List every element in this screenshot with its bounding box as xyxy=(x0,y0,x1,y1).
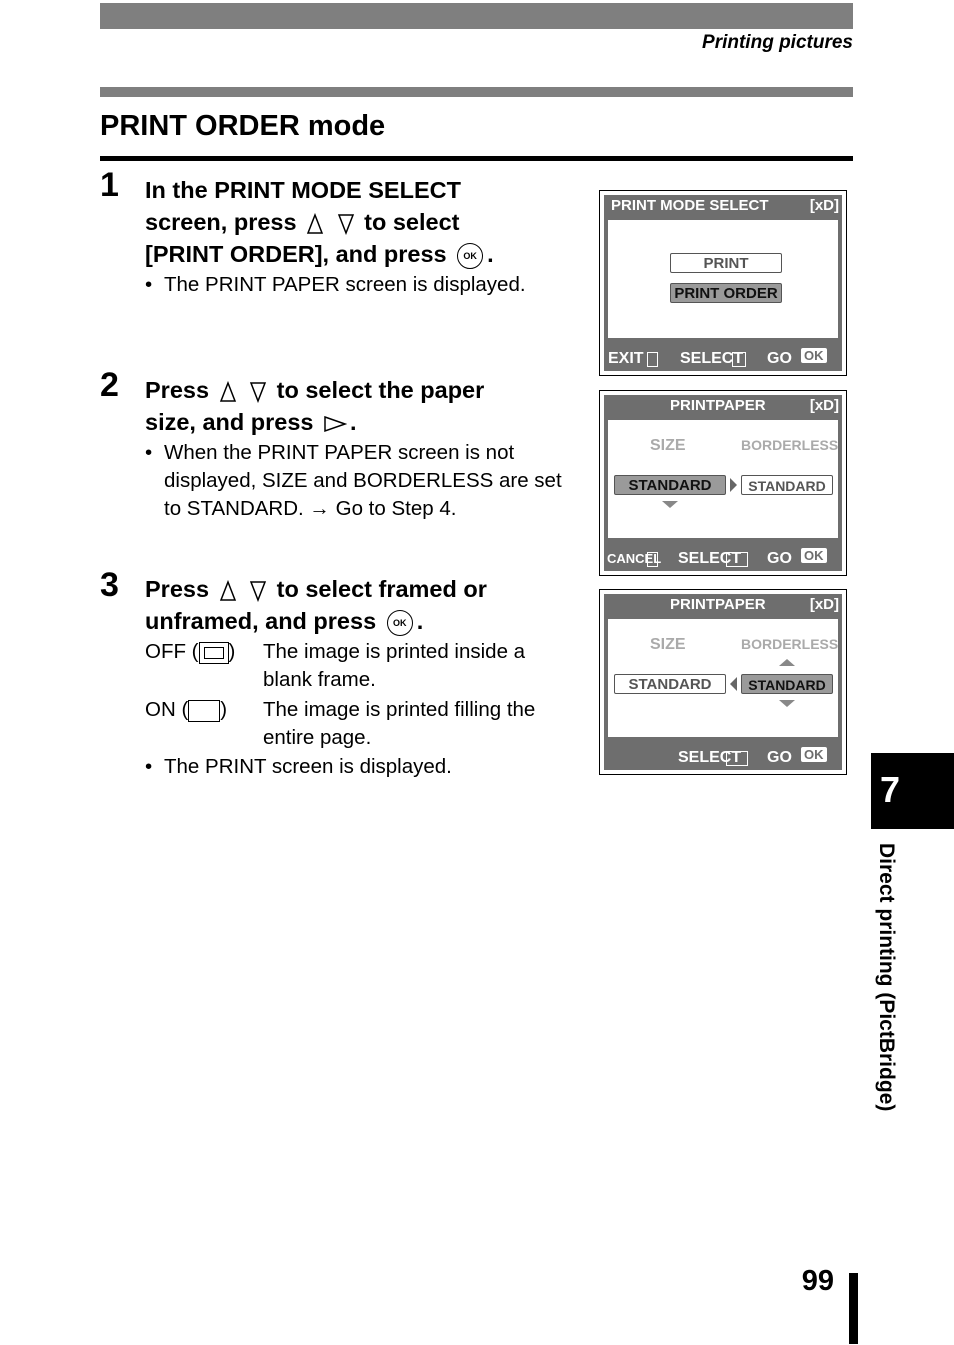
step-2-heading xyxy=(145,374,484,438)
step-2-number: 2 xyxy=(100,366,119,404)
go-label: GO xyxy=(767,350,792,367)
up-indicator-icon xyxy=(779,659,795,666)
step-1-heading-text: [PRINT ORDER], and press xyxy=(145,241,447,267)
borderless-label: BORDERLESS xyxy=(741,636,839,652)
step-1-heading-text: to select xyxy=(364,209,460,235)
size-value: STANDARD xyxy=(614,475,726,495)
cancel-label: CANCEL xyxy=(607,551,662,566)
lcd-title: PRINTPAPER xyxy=(670,596,766,613)
go-label: GO xyxy=(767,749,792,766)
up-arrow-icon xyxy=(219,381,237,403)
option-on xyxy=(145,696,570,752)
select-label: SELECT xyxy=(678,749,742,766)
updown-key-icon xyxy=(732,352,746,367)
lcd-print-mode-select xyxy=(599,190,847,376)
lcd-title: PRINTPAPER xyxy=(670,397,766,414)
borderless-value: STANDARD xyxy=(741,475,833,495)
step-2-bullet: When the PRINT PAPER screen is not displayed, SIZE and BORDERLESS are set to STANDARD. → Go to Step 4. xyxy=(164,441,562,520)
down-arrow-icon xyxy=(337,213,355,235)
up-arrow-icon xyxy=(306,213,324,235)
down-arrow-icon xyxy=(249,580,267,602)
step-1-heading-line: In the PRINT MODE SELECT xyxy=(145,177,461,203)
lcd-printpaper-borderless xyxy=(599,589,847,775)
option-off-term: OFF ( xyxy=(145,640,199,663)
lcd-panel xyxy=(608,420,838,538)
lcd-titlebar xyxy=(604,594,842,616)
header-bar xyxy=(100,3,853,29)
go-label: GO xyxy=(767,550,792,567)
print-option: PRINT xyxy=(670,253,782,273)
step-2-heading-text: size, and press xyxy=(145,409,314,435)
left-key-icon xyxy=(647,352,658,367)
section-title: PRINT ORDER mode xyxy=(100,110,386,142)
step-1-heading xyxy=(145,174,494,270)
period: . xyxy=(416,608,424,634)
step-3-heading-text: unframed, and press xyxy=(145,608,377,634)
ok-key-icon: OK xyxy=(801,548,827,563)
down-arrow-icon xyxy=(249,381,267,403)
option-off xyxy=(145,638,570,694)
period: . xyxy=(487,241,494,267)
option-off-term-close: ) xyxy=(228,640,236,663)
option-on-term: ON ( xyxy=(145,698,189,721)
lcd-footer xyxy=(604,547,842,571)
chapter-number: 7 xyxy=(880,769,901,810)
step-2-heading-text: to select the paper xyxy=(276,377,485,403)
step-3-heading-text: to select framed or xyxy=(276,576,487,602)
step-3-number: 3 xyxy=(100,566,119,604)
page-number-bar xyxy=(849,1273,858,1344)
title-rule xyxy=(100,156,853,161)
option-off-desc: The image is printed inside a blank frame. xyxy=(263,640,526,691)
size-value: STANDARD xyxy=(614,674,726,694)
unframed-icon xyxy=(188,700,220,722)
left-key-icon xyxy=(647,552,658,567)
left-indicator-icon xyxy=(730,677,737,691)
step-1-heading-text: screen, press xyxy=(145,209,297,235)
select-label: SELECT xyxy=(678,550,742,567)
lcd-panel xyxy=(608,619,838,737)
lcd-titlebar xyxy=(604,195,842,217)
chapter-tab xyxy=(871,753,954,829)
step-3-heading-text: Press xyxy=(145,576,210,602)
select-label: SELECT xyxy=(680,350,744,367)
four-way-key-icon xyxy=(726,552,748,567)
lcd-panel xyxy=(608,220,838,338)
xd-card-icon: [xD] xyxy=(809,197,839,214)
xd-card-icon: [xD] xyxy=(809,596,839,613)
step-2-body: • When the PRINT PAPER screen is not displayed, SIZE and BORDERLESS are set to STANDARD. → Go to Step 4. xyxy=(145,439,570,523)
exit-label: EXIT xyxy=(608,350,644,367)
up-arrow-icon xyxy=(219,580,237,602)
section-bar xyxy=(100,87,853,97)
ok-key-icon: OK xyxy=(801,747,827,762)
four-way-key-icon xyxy=(726,751,748,766)
period: . xyxy=(350,409,357,435)
option-on-term-close: ) xyxy=(220,698,228,721)
lcd-printpaper-size xyxy=(599,390,847,576)
borderless-value: STANDARD xyxy=(741,674,833,694)
lcd-title: PRINT MODE SELECT xyxy=(611,197,769,214)
ok-key-icon: OK xyxy=(801,348,827,363)
step-1-body: • The PRINT PAPER screen is displayed. xyxy=(145,271,526,299)
right-arrow-icon xyxy=(323,415,347,433)
size-label: SIZE xyxy=(650,437,686,454)
step-1-bullet: The PRINT PAPER screen is displayed. xyxy=(164,273,526,296)
page-number: 99 xyxy=(801,1265,834,1297)
print-order-option: PRINT ORDER xyxy=(670,283,782,303)
right-indicator-icon xyxy=(730,478,737,492)
borderless-label: BORDERLESS xyxy=(741,437,839,453)
down-indicator-icon xyxy=(662,501,678,508)
chapter-side-label xyxy=(861,843,898,1153)
ok-button-icon: OK xyxy=(457,243,483,269)
lcd-footer xyxy=(604,746,842,770)
running-title: Printing pictures xyxy=(702,32,853,53)
down-indicator-icon xyxy=(779,700,795,707)
step-2-heading-text: Press xyxy=(145,377,210,403)
step-3-heading xyxy=(145,573,487,637)
lcd-titlebar xyxy=(604,395,842,417)
step-3-body: OFF ( ) The image is printed inside a blank frame. ON ( ) The image is printed filling the entire page. • The PRINT screen is displayed. xyxy=(145,638,570,781)
step-1-number: 1 xyxy=(100,166,119,204)
ok-button-icon: OK xyxy=(387,610,413,636)
framed-icon xyxy=(199,642,229,664)
lcd-footer xyxy=(604,347,842,371)
xd-card-icon: [xD] xyxy=(809,397,839,414)
step-3-bullet: The PRINT screen is displayed. xyxy=(164,755,452,778)
size-label: SIZE xyxy=(650,636,686,653)
chapter-title: Direct printing (PictBridge) xyxy=(875,843,898,1112)
option-on-desc: The image is printed filling the entire page. xyxy=(263,698,536,749)
